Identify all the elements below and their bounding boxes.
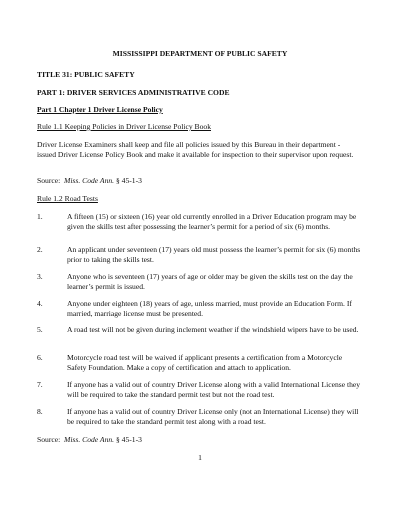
list-item-text: Anyone under eighteen (18) years of age, unless married, must provide an Education Form. If married, marriage license must be presented. [67, 299, 352, 318]
list-item-number: 2. [37, 245, 43, 254]
part-heading: PART 1: DRIVER SERVICES ADMINISTRATIVE CODE [37, 88, 230, 97]
list-item-text: If anyone has a valid out of country Driver License only (not an International License) they will be required to take the standard permit test along with a road test. [67, 407, 359, 426]
rule-1-2-heading: Rule 1.2 Road Tests [37, 194, 98, 203]
list-item-number: 5. [37, 325, 43, 334]
document-title: MISSISSIPPI DEPARTMENT OF PUBLIC SAFETY [112, 49, 288, 58]
source-section: § 45-1-3 [115, 176, 142, 185]
list-item [37, 212, 363, 232]
list-item [37, 272, 363, 292]
source-label: Source: [37, 435, 61, 444]
list-item [37, 245, 363, 265]
list-item-text: Anyone who is seventeen (17) years of age or older may be given the skills test on the day the learner’s permit is issued. [67, 272, 353, 291]
list-item-text: A fifteen (15) or sixteen (16) year old currently enrolled in a Driver Education program may be given the skills test after possessing the learner’s permit for a period of six (6) months. [67, 212, 357, 231]
list-item-number: 8. [37, 407, 43, 416]
list-item-number: 3. [37, 272, 43, 281]
list-item [37, 407, 363, 427]
list-item-text: A road test will not be given during inclement weather if the windshield wipers have to be used. [67, 325, 359, 334]
list-item [37, 299, 363, 319]
page-number: 1 [198, 453, 202, 462]
list-item [37, 353, 363, 373]
source-label: Source: [37, 176, 61, 185]
source-section: § 45-1-3 [115, 435, 142, 444]
list-item-text: An applicant under seventeen (17) years old must possess the learner’s permit for six (6) months prior to taking the skills test. [67, 245, 361, 264]
rule-1-1-heading: Rule 1.1 Keeping Policies in Driver License Policy Book [37, 122, 211, 131]
chapter-heading: Part 1 Chapter 1 Driver License Policy [37, 105, 163, 114]
list-item-text: Motorcycle road test will be waived if applicant presents a certification from a Motorcycle Safety Foundation. Make a copy of certification and attach to application. [67, 353, 343, 372]
list-item-number: 7. [37, 380, 43, 389]
list-item-text: If anyone has a valid out of country Driver License along with a valid International License they will be required to take the standard permit test but not the road test. [67, 380, 361, 399]
list-item-number: 1. [37, 212, 43, 221]
source-citation: Miss. Code Ann. [64, 435, 115, 444]
list-item-number: 4. [37, 299, 43, 308]
title-31-heading: TITLE 31: PUBLIC SAFETY [37, 70, 135, 79]
list-item [37, 380, 363, 400]
list-item [37, 325, 363, 335]
source-citation: Miss. Code Ann. [64, 176, 115, 185]
list-item-number: 6. [37, 353, 43, 362]
rule-1-1-body: Driver License Examiners shall keep and file all policies issued by this Bureau in their department - issued Driver License Policy Book and make it available for inspection to their supervisor upon request. [37, 140, 354, 159]
rule-1-1-source [37, 176, 142, 186]
rule-1-2-source [37, 435, 142, 445]
